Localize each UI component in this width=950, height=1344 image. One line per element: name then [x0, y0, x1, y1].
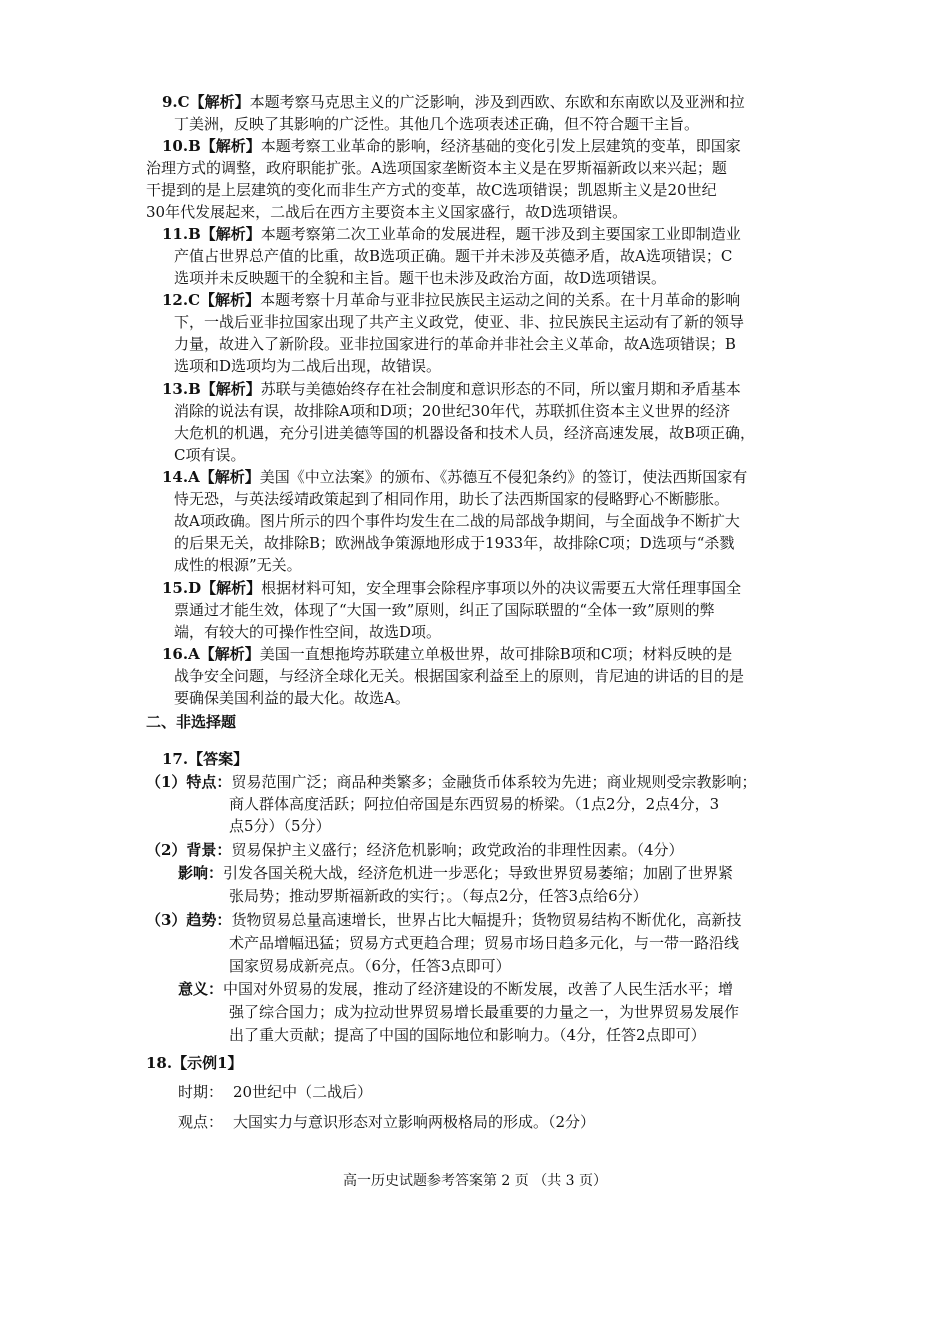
answer-text: 国家贸易成新亮点。（6分，任答3点即可） — [229, 957, 511, 975]
answer-text: 下，一战后亚非拉国家出现了共产主义政党，使亚、非、拉民族民主运动有了新的领导 — [174, 313, 745, 331]
answer-text: 端，有较大的可操作性空间，故选D项。 — [174, 623, 442, 641]
part-label: 意义： — [178, 980, 224, 998]
answer-text: 强了综合国力；成为拉动世界贸易增长最重要的力量之一，为世界贸易发展作 — [229, 1003, 740, 1021]
answer-text: 货物贸易总量高速增长，世界占比大幅提升；货物贸易结构不断优化，高新技 — [231, 911, 742, 929]
section-title: 二、非选择题 — [146, 713, 237, 731]
analysis-tag: 【解析】 — [200, 225, 261, 243]
part-label: （2）背景： — [146, 841, 232, 859]
answer-number: 16.A — [162, 645, 200, 663]
answer-number: 14.A — [162, 468, 200, 486]
answer-text: 苏联与美德始终存在社会制度和意识形态的不同，所以蜜月期和矛盾基本 — [260, 380, 741, 398]
answer-number: 9.C — [162, 93, 190, 111]
analysis-tag: 【解析】 — [200, 291, 261, 309]
answer-text: 力量，故进入了新阶段。亚非拉国家进行的革命并非社会主义革命，故A选项错误；B — [174, 335, 736, 353]
answer-text: 术产品增幅迅猛；贸易方式更趋合理；贸易市场日趋多元化，与一带一路沿线 — [229, 934, 740, 952]
answer-text: 干提到的是上层建筑的变化而非生产方式的变革，故C选项错误；凯恩斯主义是20世纪 — [146, 181, 717, 199]
answer-text: C项有误。 — [174, 446, 246, 464]
answer-text: 大危机的机遇，充分引进美德等国的机器设备和技术人员，经济高速发展，故B项正确， — [174, 424, 756, 442]
answer-text: 票通过才能生效，体现了“大国一致”原则，纠正了国际联盟的“全体一致”原则的弊 — [174, 601, 715, 619]
answer-text: 张局势；推动罗斯福新政的实行；。（每点2分，任答3点给6分） — [229, 887, 648, 905]
answer-number: 13.B — [162, 380, 201, 398]
answer-text: 本题考察第二次工业革命的发展进程，题干涉及到主要国家工业即制造业 — [260, 225, 741, 243]
answer-text: 商人群体高度活跃；阿拉伯帝国是东西贸易的桥梁。（1点2分，2点4分，3 — [229, 795, 720, 813]
answer-heading: 18.【示例1】 — [146, 1054, 243, 1072]
part-label: （3）趋势： — [146, 911, 232, 929]
view-value: 大国实力与意识形态对立影响两极格局的形成。（2分） — [233, 1113, 596, 1131]
analysis-tag: 【解析】 — [201, 579, 262, 597]
answer-text: 的后果无关，故排除B；欧洲战争策源地形成于1933年，故排除C项；D选项与“杀戮 — [174, 534, 735, 552]
answer-text: 战争安全问题，与经济全球化无关。根据国家利益至上的原则，肯尼迪的讲话的目的是 — [174, 667, 745, 685]
analysis-tag: 【解析】 — [200, 380, 261, 398]
answer-text: 丁美洲，反映了其影响的广泛性。其他几个选项表述正确，但不符合题干主旨。 — [174, 115, 700, 133]
analysis-tag: 【解析】 — [199, 468, 260, 486]
answer-text: 美国《中立法案》的颁布、《苏德互不侵犯条约》的签订，使法西斯国家有 — [259, 468, 748, 486]
part-label: （1）特点： — [146, 773, 232, 791]
answer-text: 引发各国关税大战，经济危机进一步恶化；导致世界贸易萎缩；加剧了世界紧 — [223, 864, 734, 882]
answer-text: 选项和D选项均为二战后出现，故错误。 — [174, 357, 442, 375]
part-label: 影响： — [178, 864, 224, 882]
answer-text: 治理方式的调整，政府职能扩张。A选项国家垄断资本主义是在罗斯福新政以来兴起；题 — [146, 159, 727, 177]
answer-number: 11.B — [162, 225, 201, 243]
answer-text: 出了重大贡献；提高了中国的国际地位和影响力。（4分，任答2点即可） — [229, 1026, 706, 1044]
answer-text: 中国对外贸易的发展，推动了经济建设的不断发展，改善了人民生活水平；增 — [223, 980, 734, 998]
answer-text: 本题考察十月革命与亚非拉民族民主运动之间的关系。在十月革命的影响 — [260, 291, 741, 309]
answer-text: 选项并未反映题干的全貌和主旨。题干也未涉及政治方面，故D选项错误。 — [174, 269, 667, 287]
answer-text: 根据材料可知，安全理事会除程序事项以外的决议需要五大常任理事国全 — [261, 579, 742, 597]
page-footer: 高一历史试题参考答案第 2 页 （共 3 页） — [342, 1173, 608, 1189]
answer-text: 30年代发展起来，二战后在西方主要资本主义国家盛行，故D选项错误。 — [146, 203, 628, 221]
answer-text: 消除的说法有误，故排除A项和D项；20世纪30年代，苏联抓住资本主义世界的经济 — [174, 402, 731, 420]
answer-number: 12.C — [162, 291, 201, 309]
answer-text: 贸易保护主义盛行；经济危机影响；政党政治的非理性因素。（4分） — [231, 841, 684, 859]
period-value: 20世纪中（二战后） — [233, 1083, 373, 1101]
answer-text: 成性的根源”无关。 — [174, 556, 302, 574]
analysis-tag: 【解析】 — [189, 93, 250, 111]
answer-text: 本题考察马克思主义的广泛影响，涉及到西欧、东欧和东南欧以及亚洲和拉 — [249, 93, 745, 111]
answer-number: 15.D — [162, 579, 202, 597]
answer-text: 故A项政确。图片所示的四个事件均发生在二战的局部战争期间，与全面战争不断扩大 — [174, 512, 740, 530]
answer-text: 点5分）（5分） — [229, 817, 331, 835]
answer-heading: 17.【答案】 — [162, 750, 249, 768]
view-label: 观点： — [178, 1113, 224, 1131]
answer-text: 恃无恐，与英法绥靖政策起到了相同作用，助长了法西斯国家的侵略野心不断膨胀。 — [174, 490, 730, 508]
analysis-tag: 【解析】 — [200, 137, 261, 155]
answer-text: 贸易范围广泛；商品种类繁多；金融货币体系较为先进；商业规则受宗教影响； — [231, 773, 757, 791]
analysis-tag: 【解析】 — [199, 645, 260, 663]
answer-text: 要确保美国利益的最大化。故选A。 — [174, 689, 410, 707]
answer-text: 本题考察工业革命的影响，经济基础的变化引发上层建筑的变革，即国家 — [260, 137, 741, 155]
period-label: 时期： — [178, 1083, 224, 1101]
answer-text: 产值占世界总产值的比重，故B选项正确。题干并未涉及英德矛盾，故A选项错误；C — [174, 247, 733, 265]
answer-number: 10.B — [162, 137, 201, 155]
answer-text: 美国一直想拖垮苏联建立单极世界，故可排除B项和C项；材料反映的是 — [259, 645, 733, 663]
